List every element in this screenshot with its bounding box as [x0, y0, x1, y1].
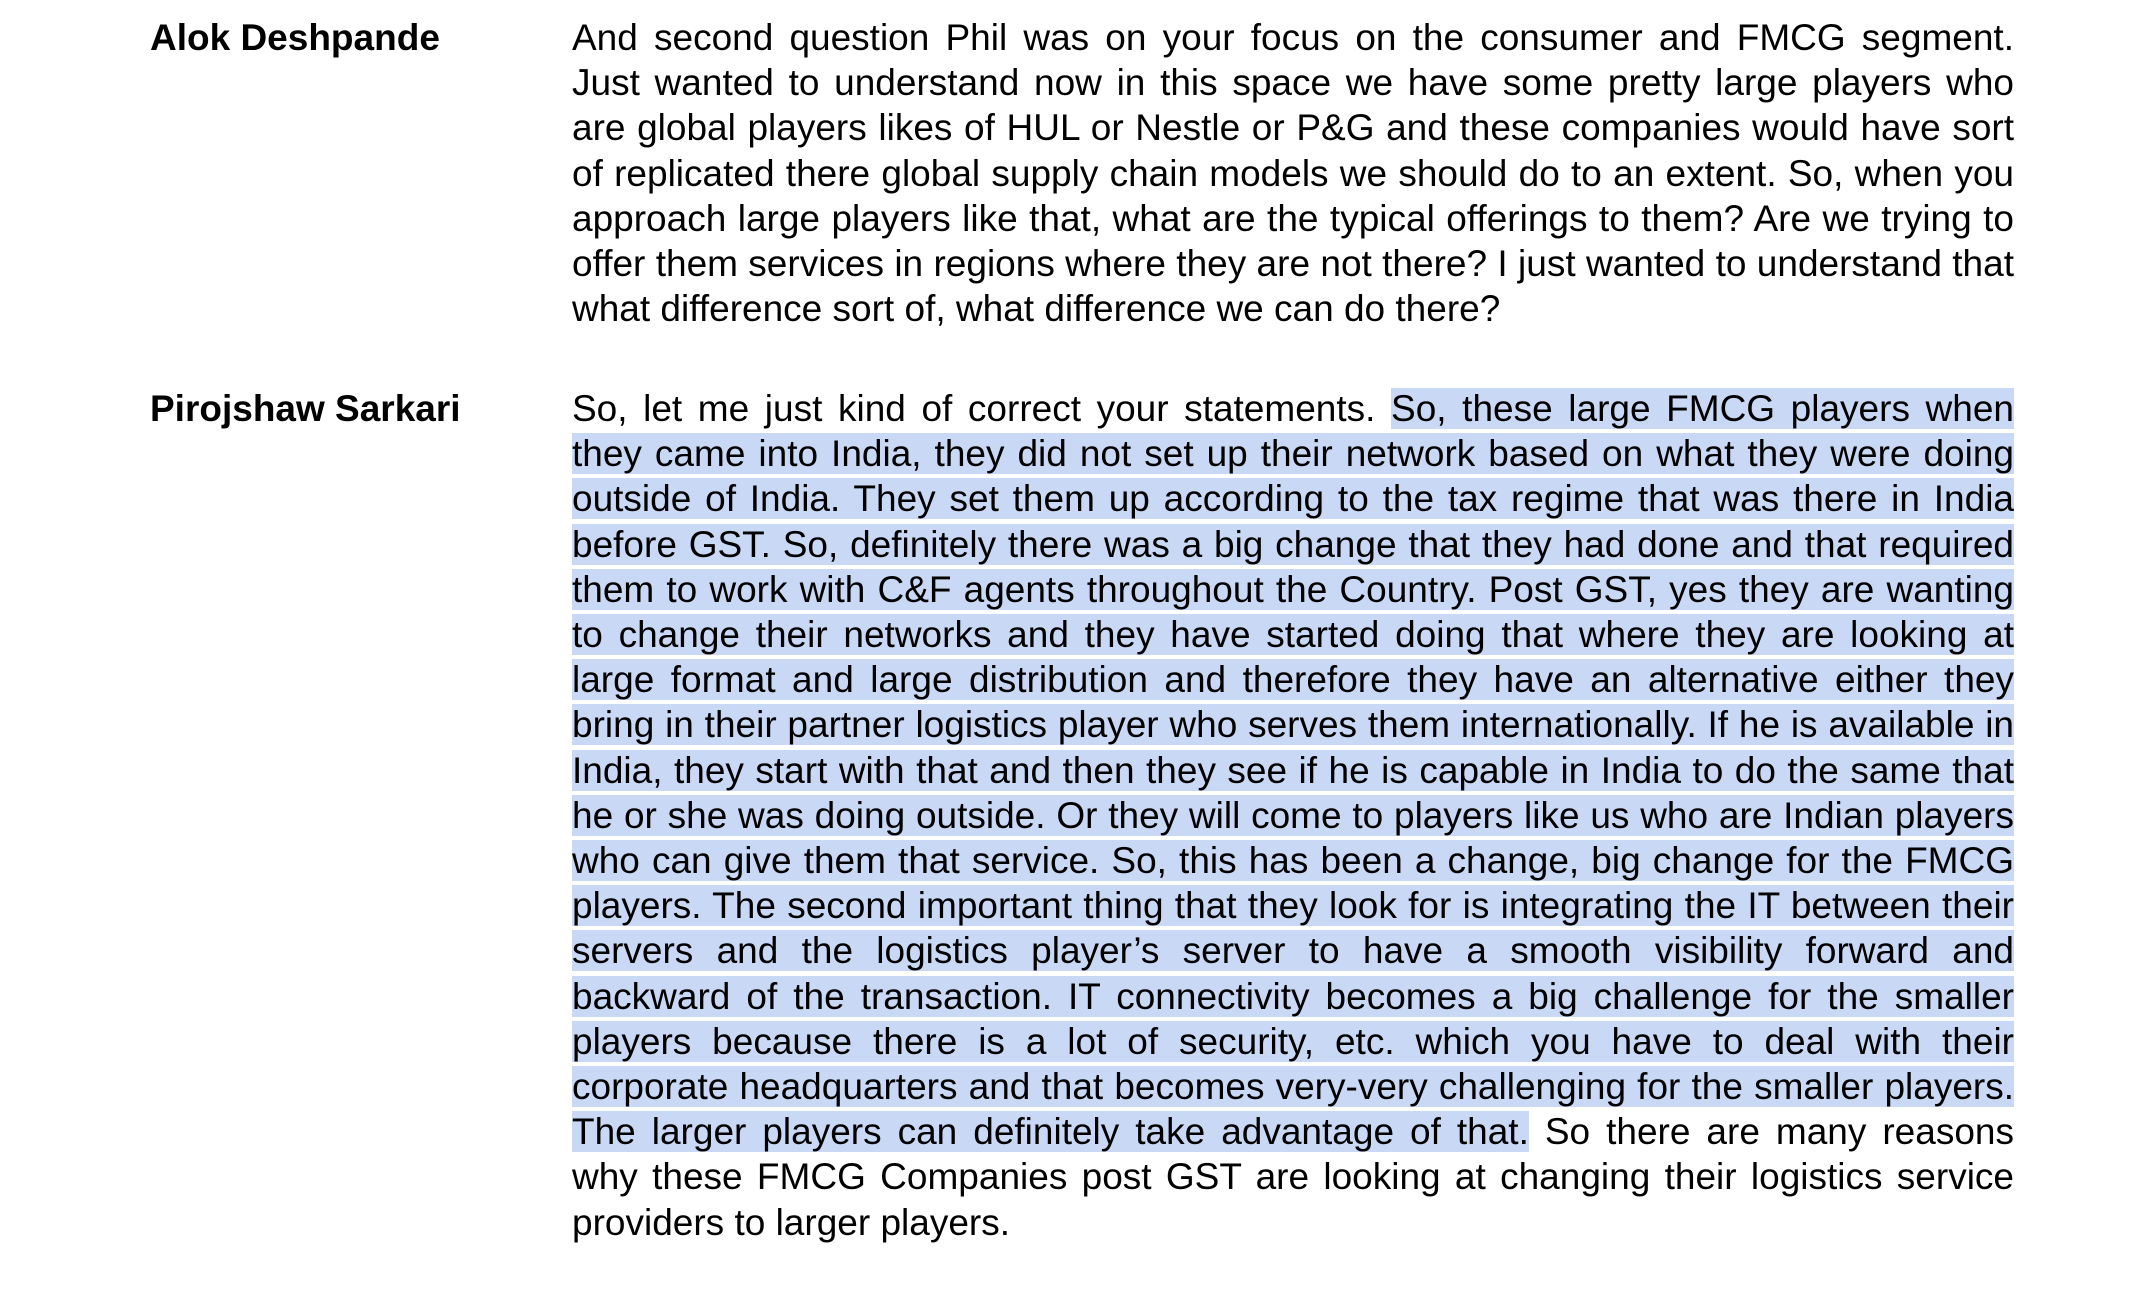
- speaker-name: Pirojshaw Sarkari: [150, 388, 461, 429]
- text-selection-highlight[interactable]: So, these large FMCG players when they came into India, they did not set up their network based on what they were doing outside of India. They set them up according to the tax regime that was there in India before GST. So, definitely there was a big change that they had done and that required them to work with C&F agents throughout the Country. Post GST, yes they are wanting to change their networks and they have started doing that where they are looking at large format and large distribution and therefore they have an alternative either they bring in their partner logistics player who serves them internationally. If he is available in India, they start with that and then they see if he is capable in India to do the same that he or she was doing outside. Or they will come to players like us who are Indian players who can give them that service. So, this has been a change, big change for the FMCG players. The second important thing that they look for is integrating the IT between their servers and the logistics player’s server to have a smooth visibility forward and backward of the transaction. IT connectivity becomes a big challenge for the smaller players because there is a lot of security, etc. which you have to deal with their corporate headquarters and that becomes very-very challenging for the smaller players. The larger players can definitely take advantage of that.: [572, 388, 2014, 1153]
- speech-text-after-selection: So there are many reasons why these FMCG Companies post GST are looking at changing their logistics service providers to larger players.: [572, 1111, 2014, 1243]
- speech-text: And second question Phil was on your focus on the consumer and FMCG segment. Just wanted to understand now in this space we have some pretty large players who are global players likes of HUL or Nestle or P&G and these companies would have sort of replicated there global supply chain models we should do to an extent. So, when you approach large players like that, what are the typical offerings to them? Are we trying to offer them services in regions where they are not there? I just wanted to understand that what difference sort of, what difference we can do there?: [572, 17, 2014, 330]
- speech-paragraph[interactable]: [572, 15, 2014, 331]
- speaker-name: Alok Deshpande: [150, 17, 440, 58]
- speech-text-before-selection: So, let me just kind of correct your statements.: [572, 388, 1392, 429]
- speech-paragraph[interactable]: [572, 386, 2014, 1245]
